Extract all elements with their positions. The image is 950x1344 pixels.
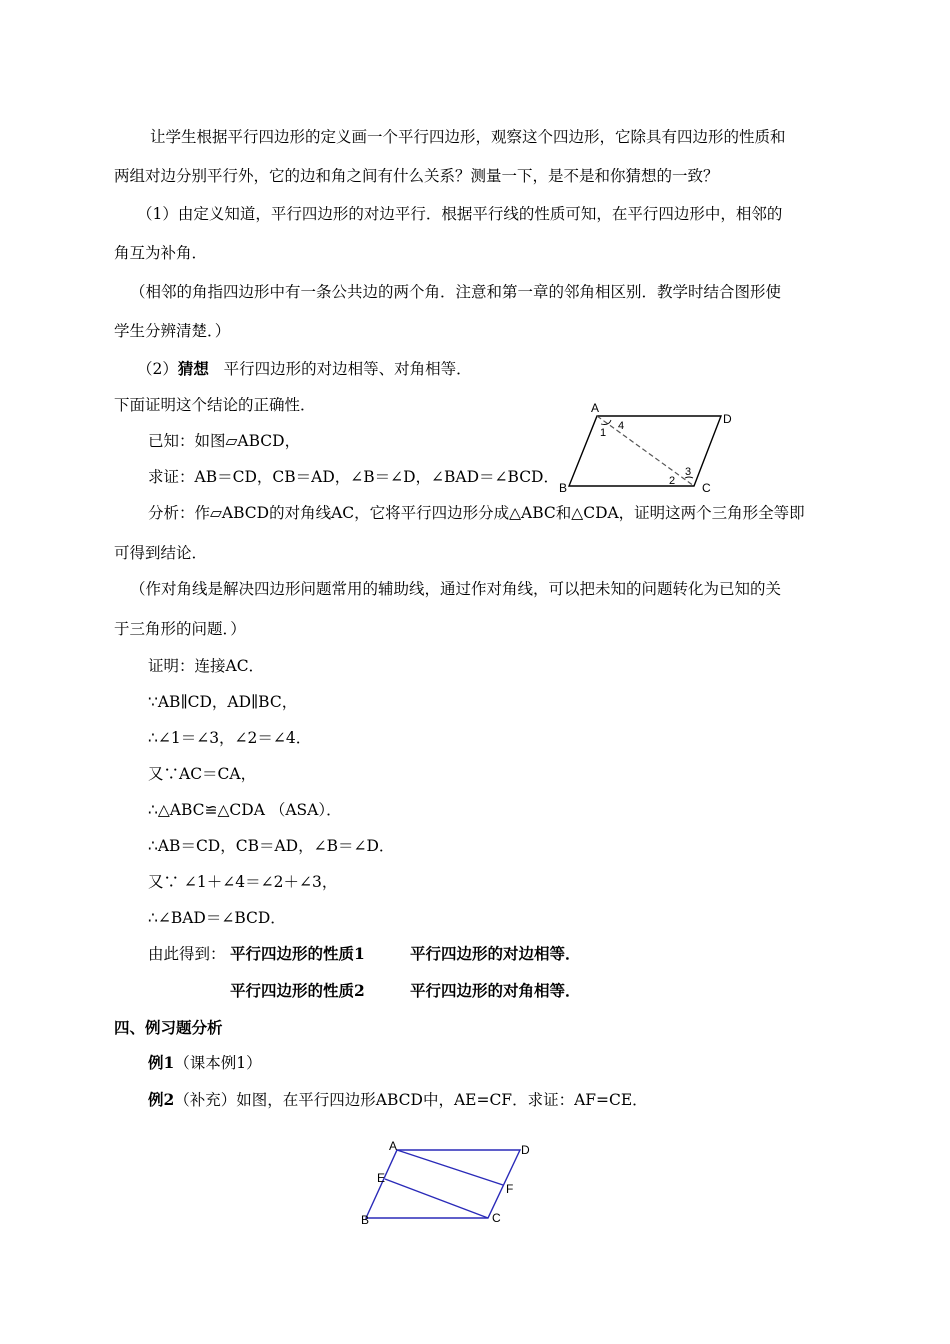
parallelogram-outline bbox=[366, 1150, 520, 1218]
proof-step: ∴∠BAD＝∠BCD． bbox=[148, 909, 286, 927]
vertex-label-d: D bbox=[521, 1143, 530, 1157]
proof-step: 又∵AC＝CA， bbox=[148, 765, 257, 783]
angle-label-1: 1 bbox=[600, 427, 607, 439]
paragraph-line: 下面证明这个结论的正确性． bbox=[114, 396, 316, 414]
vertex-label-b: B bbox=[559, 481, 568, 495]
example-2-text: （补充）如图，在平行四边形ABCD中，AE=CF．求证：AF=CE． bbox=[174, 1091, 648, 1109]
given-line: 已知：如图▱ABCD， bbox=[148, 432, 301, 450]
property-2-title: 平行四边形的性质2 bbox=[230, 981, 365, 1000]
note-line: 于三角形的问题．） bbox=[114, 620, 246, 638]
example-1-text: （课本例1） bbox=[174, 1054, 262, 1072]
vertex-label-d: D bbox=[723, 412, 732, 426]
parallelogram-figure-1 bbox=[555, 396, 750, 496]
prove-line: 求证：AB＝CD，CB＝AD，∠B＝∠D，∠BAD＝∠BCD． bbox=[148, 468, 559, 486]
property-1-text: 平行四边形的对边相等． bbox=[410, 944, 581, 963]
paragraph-line: （1）由定义知道，平行四边形的对边平行．根据平行线的性质可知，在平行四边形中，相邻的 bbox=[137, 205, 783, 223]
note-line: （作对角线是解决四边形问题常用的辅助线，通过作对角线，可以把未知的问题转化为已知的关 bbox=[130, 580, 782, 598]
analysis-line: 分析：作▱ABCD的对角线AC，它将平行四边形分成△ABC和△CDA，证明这两个三角形全等即 bbox=[148, 504, 805, 522]
property-1-title: 平行四边形的性质1 bbox=[230, 944, 365, 963]
proof-step: ∴△ABC≌△CDA （ASA）． bbox=[148, 801, 342, 819]
parallelogram-figure-2 bbox=[355, 1138, 545, 1230]
angle-label-4: 4 bbox=[618, 420, 625, 432]
proof-step: 证明：连接AC． bbox=[148, 657, 265, 675]
point-label-f: F bbox=[506, 1182, 514, 1196]
proof-step: ∵AB∥CD，AD∥BC， bbox=[148, 693, 298, 711]
vertex-label-a: A bbox=[591, 401, 600, 415]
paragraph-line: 让学生根据平行四边形的定义画一个平行四边形，观察这个四边形，它除具有四边形的性质和 bbox=[150, 128, 786, 146]
proof-step: 又∵ ∠1＋∠4＝∠2＋∠3， bbox=[148, 873, 338, 891]
conjecture-label: 猜想 bbox=[177, 359, 209, 378]
vertex-label-b: B bbox=[361, 1213, 370, 1227]
angle-label-2: 2 bbox=[669, 475, 676, 487]
point-label-e: E bbox=[377, 1171, 386, 1185]
vertex-label-c: C bbox=[702, 481, 711, 495]
example-2-label: 例2 bbox=[148, 1090, 175, 1109]
vertex-label-a: A bbox=[389, 1139, 398, 1153]
example-1 bbox=[148, 1052, 262, 1074]
proof-step: ∴∠1＝∠3，∠2＝∠4． bbox=[148, 729, 312, 747]
conjecture-text: 平行四边形的对边相等、对角相等． bbox=[223, 360, 472, 378]
angle-label-3: 3 bbox=[685, 466, 692, 478]
diagonal-ac bbox=[597, 416, 694, 486]
paragraph-line: （相邻的角指四边形中有一条公共边的两个角．注意和第一章的邻角相区别．教学时结合图形使 bbox=[130, 283, 782, 301]
segment-af bbox=[397, 1150, 503, 1185]
analysis-line: 可得到结论． bbox=[114, 544, 208, 562]
paragraph-line: 角互为补角． bbox=[114, 244, 208, 262]
vertex-label-c: C bbox=[492, 1211, 501, 1225]
property-2-text: 平行四边形的对角相等． bbox=[410, 981, 581, 1000]
example-2 bbox=[148, 1089, 648, 1111]
conclusion-prefix: 由此得到： bbox=[148, 945, 226, 963]
proof-step: ∴AB＝CD，CB＝AD，∠B＝∠D． bbox=[148, 837, 395, 855]
conjecture-line bbox=[137, 358, 472, 380]
paragraph-line: 两组对边分别平行外，它的边和角之间有什么关系？测量一下，是不是和你猜想的一致？ bbox=[114, 167, 719, 185]
segment-ec bbox=[385, 1179, 488, 1218]
section-heading: 四、例习题分析 bbox=[114, 1018, 223, 1037]
conjecture-prefix: （2） bbox=[137, 360, 178, 378]
example-1-label: 例1 bbox=[148, 1053, 175, 1072]
paragraph-line: 学生分辨清楚．） bbox=[114, 322, 231, 340]
